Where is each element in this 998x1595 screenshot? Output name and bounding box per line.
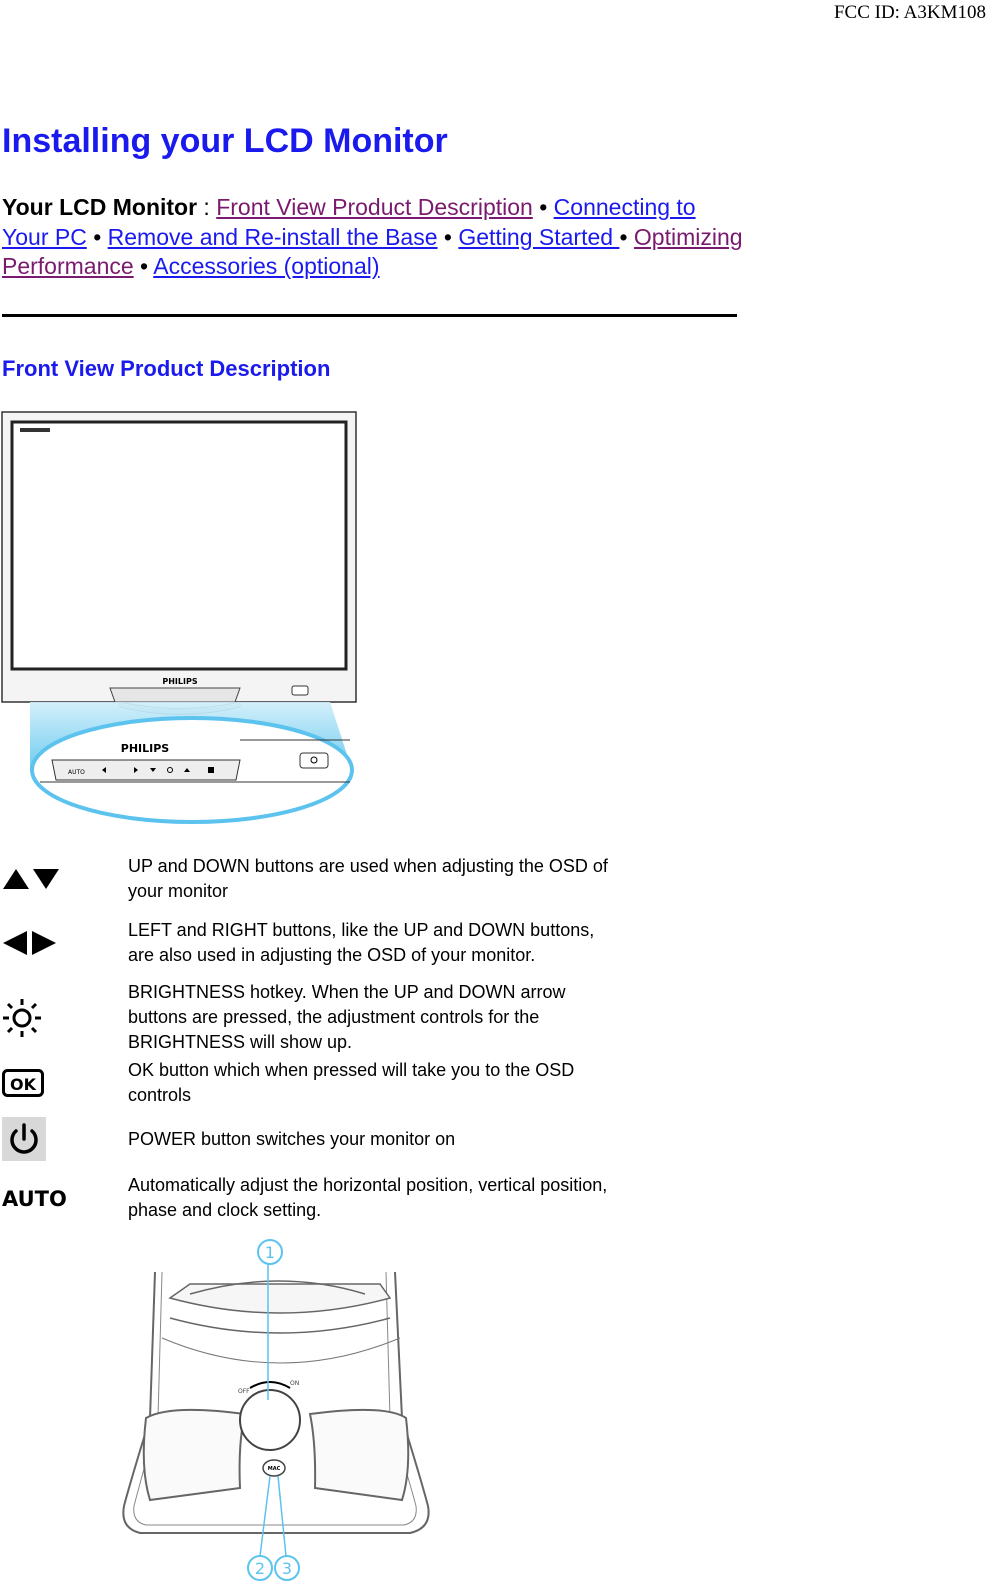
- legend-text: Automatically adjust the horizontal position, vertical position, phase and clock setting.: [128, 1175, 608, 1220]
- left-right-arrows-icon: [2, 930, 58, 956]
- mac-button-label: MAC: [267, 1466, 281, 1472]
- nav-separator: :: [197, 194, 217, 220]
- legend-text: UP and DOWN buttons are used when adjusting the OSD of your monitor: [128, 855, 608, 901]
- nav-bullet: •: [619, 223, 634, 250]
- up-down-arrows-icon: [2, 868, 60, 890]
- legend-text: LEFT and RIGHT buttons, like the UP and DOWN buttons, are also used in adjusting the OSD of your monitor.: [128, 919, 595, 965]
- nav-link-getting-started[interactable]: Getting Started: [458, 223, 620, 250]
- legend-row: [2, 852, 622, 905]
- monitor-base-image: [110, 1238, 450, 1590]
- button-legend: [2, 852, 622, 1228]
- nav-link-front-view[interactable]: Front View Product Description: [216, 194, 533, 220]
- callout-1: 1: [264, 1243, 276, 1262]
- horizontal-divider: [2, 314, 737, 317]
- legend-row: [2, 1110, 622, 1168]
- auto-icon: [2, 1186, 68, 1210]
- callout-3: 3: [281, 1559, 293, 1578]
- legend-text: BRIGHTNESS hotkey. When the UP and DOWN arrow buttons are pressed, the adjustment controls for the BRIGHTNESS will show up.: [128, 982, 566, 1052]
- nav-link-connecting[interactable]: Connecting to Your PC: [2, 194, 696, 250]
- nav-bullet: •: [532, 194, 554, 220]
- ok-icon-label: OK: [10, 1074, 36, 1094]
- monitor-brand-small: PHILIPS: [162, 677, 198, 686]
- nav-bullet: •: [437, 223, 459, 250]
- on-label: ON: [290, 1380, 300, 1387]
- off-label: OFF: [238, 1388, 250, 1395]
- nav-link-optimizing[interactable]: Optimizing Performance: [2, 223, 743, 279]
- auto-icon-label: AUTO: [2, 1187, 67, 1210]
- nav-link-remove-base[interactable]: Remove and Re-install the Base: [107, 223, 438, 250]
- monitor-brand-zoom: PHILIPS: [120, 742, 170, 755]
- legend-row: [2, 980, 622, 1055]
- monitor-front-view-image: [0, 410, 360, 825]
- brightness-icon: [2, 998, 42, 1038]
- legend-row: [2, 905, 622, 980]
- monitor-auto-label: AUTO: [68, 769, 85, 776]
- legend-row: [2, 1168, 622, 1228]
- ok-icon: [2, 1069, 44, 1097]
- section-title: Front View Product Description: [2, 356, 331, 381]
- nav-bullet: •: [86, 223, 108, 250]
- legend-row: [2, 1055, 622, 1110]
- callout-2: 2: [254, 1559, 266, 1578]
- power-icon: [2, 1117, 46, 1161]
- section-nav: [2, 193, 747, 282]
- page-title: Installing your LCD Monitor: [2, 122, 448, 160]
- fcc-id-label: FCC ID: A3KM108: [833, 2, 986, 23]
- nav-link-accessories[interactable]: Accessories (optional): [153, 253, 380, 279]
- legend-text: OK button which when pressed will take you to the OSD controls: [128, 1059, 575, 1105]
- legend-text: POWER button switches your monitor on: [128, 1128, 456, 1149]
- nav-bullet: •: [133, 253, 154, 279]
- nav-lead: Your LCD Monitor: [2, 194, 198, 220]
